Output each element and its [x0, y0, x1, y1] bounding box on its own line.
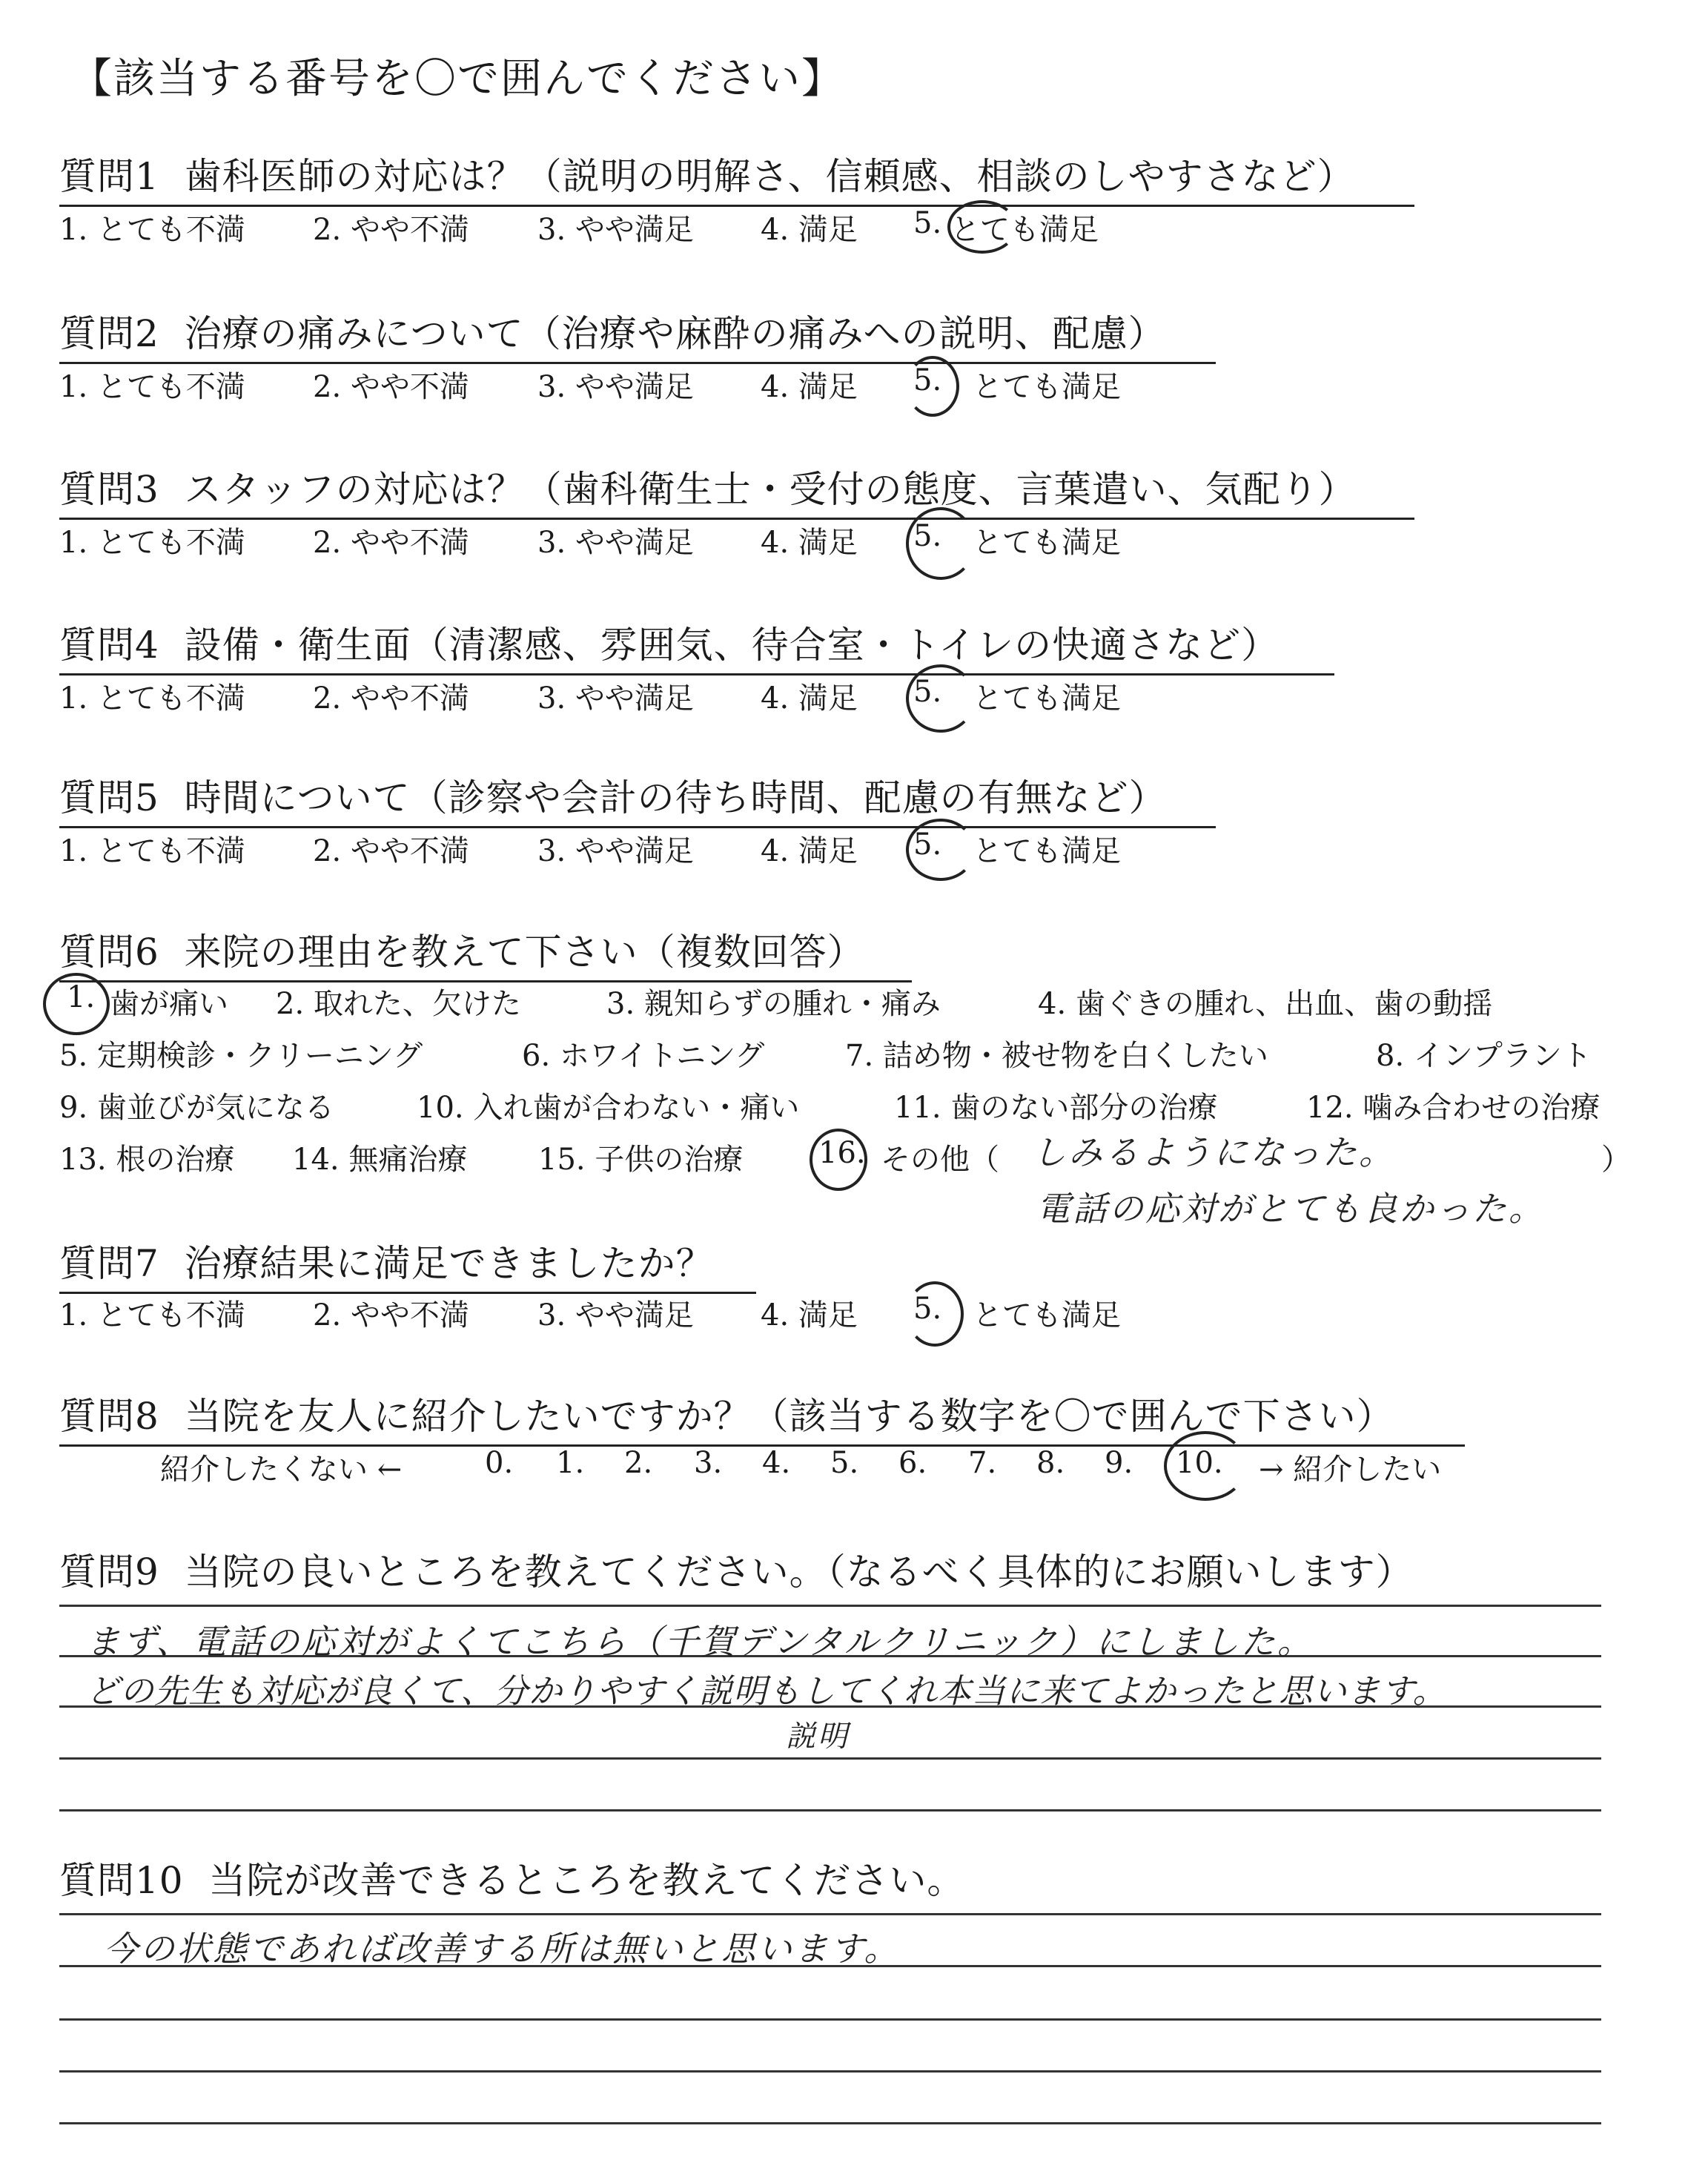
- question-1-heading: [59, 147, 1414, 207]
- option-5-label: とても満足: [973, 370, 1121, 404]
- option-1[interactable]: 1. とても不満: [59, 213, 245, 247]
- question-5-label: 質問5: [59, 776, 159, 819]
- option-1[interactable]: 1. とても不満: [59, 526, 245, 560]
- option-3[interactable]: 3. やや満足: [537, 834, 694, 868]
- reason-6[interactable]: 6. ホワイトニング: [522, 1039, 765, 1073]
- q9-answer-handwriting: まず、電話の応対がよくてこちら（千賀デンタルクリニック）にしました。: [86, 1622, 1314, 1662]
- option-1[interactable]: 1. とても不満: [59, 681, 245, 716]
- option-5[interactable]: 5.: [913, 828, 942, 862]
- question-8-text: 当院を友人に紹介したいですか？（該当する数字を〇で囲んで下さい）: [184, 1395, 1394, 1438]
- option-2[interactable]: 2. やや不満: [313, 526, 469, 560]
- question-3-label: 質問3: [59, 468, 159, 511]
- score-4[interactable]: 4.: [762, 1446, 791, 1480]
- question-10-text: 当院が改善できるところを教えてください。: [208, 1859, 965, 1902]
- question-7-text: 治療結果に満足できましたか？: [184, 1242, 714, 1285]
- reason-4[interactable]: 4. 歯ぐきの腫れ、出血、歯の動揺: [1038, 987, 1493, 1021]
- question-1-options: [59, 206, 1245, 251]
- option-5-label: とても満足: [973, 1298, 1121, 1332]
- scale-left-label: 紹介したくない ←: [160, 1453, 403, 1487]
- question-9-label: 質問9: [59, 1550, 159, 1593]
- question-10-heading: [59, 1851, 964, 1904]
- question-9-heading: [59, 1542, 1414, 1596]
- q10-answer-handwriting: 今の状態であれば改善する所は無いと思います。: [104, 1929, 901, 1969]
- option-5[interactable]: 5.: [913, 363, 942, 397]
- question-3-options: [59, 519, 1245, 564]
- option-2[interactable]: 2. やや不満: [313, 834, 469, 868]
- question-4-text: 設備・衛生面（清潔感、雰囲気、待合室・トイレの快適さなど）: [184, 624, 1280, 667]
- question-6-row-2: [59, 1032, 1653, 1077]
- option-3[interactable]: 3. やや満足: [537, 681, 694, 716]
- reason-1-number[interactable]: 1.: [67, 980, 96, 1014]
- option-4[interactable]: 4. 満足: [761, 213, 858, 247]
- question-4-label: 質問4: [59, 624, 159, 667]
- scale-right-label: → 紹介したい: [1259, 1453, 1442, 1487]
- question-9-text: 当院の良いところを教えてください。（なるべく具体的にお願いします）: [184, 1550, 1414, 1593]
- option-2[interactable]: 2. やや不満: [313, 213, 469, 247]
- other-reason-handwriting: 電話の応対がとても良かった。: [1036, 1189, 1545, 1229]
- reason-13[interactable]: 13. 根の治療: [59, 1143, 235, 1177]
- question-6-text: 来院の理由を教えて下さい（複数回答）: [184, 931, 865, 974]
- answer-line: [59, 2018, 1601, 2021]
- question-3-text: スタッフの対応は？（歯科衛生士・受付の態度、言葉遣い、気配り）: [184, 468, 1357, 511]
- option-2[interactable]: 2. やや不満: [313, 681, 469, 716]
- reason-8[interactable]: 8. インプラント: [1376, 1039, 1592, 1073]
- option-4[interactable]: 4. 満足: [761, 370, 858, 404]
- question-1-label: 質問1: [59, 155, 159, 198]
- q9-answer-handwriting: どの先生も対応が良くて、分かりやすく説明もしてくれ本当に来てよかったと思います。: [86, 1671, 1447, 1711]
- question-7-label: 質問7: [59, 1242, 159, 1285]
- option-5[interactable]: 5.: [913, 1292, 942, 1326]
- score-1[interactable]: 1.: [556, 1446, 585, 1480]
- option-3[interactable]: 3. やや満足: [537, 370, 694, 404]
- question-1-text: 歯科医師の対応は？（説明の明解さ、信頼感、相談のしやすさなど）: [184, 155, 1355, 198]
- question-2-text: 治療の痛みについて（治療や麻酔の痛みへの説明、配慮）: [184, 312, 1166, 355]
- question-5-heading: [59, 768, 1216, 828]
- answer-line: [59, 1757, 1601, 1760]
- score-6[interactable]: 6.: [898, 1446, 927, 1480]
- score-0[interactable]: 0.: [485, 1446, 514, 1480]
- option-5-label: とても満足: [973, 526, 1121, 560]
- answer-line: [59, 1913, 1601, 1915]
- question-8-heading: [59, 1387, 1465, 1447]
- reason-10[interactable]: 10. 入れ歯が合わない・痛い: [417, 1091, 800, 1125]
- question-7-options: [59, 1292, 1245, 1336]
- question-5-options: [59, 828, 1245, 872]
- question-6-label: 質問6: [59, 931, 159, 974]
- score-5[interactable]: 5.: [830, 1446, 859, 1480]
- question-2-heading: [59, 304, 1216, 364]
- question-4-options: [59, 675, 1245, 719]
- reason-12[interactable]: 12. 噛み合わせの治療: [1306, 1091, 1601, 1125]
- question-8-scale: [59, 1446, 1512, 1490]
- option-4[interactable]: 4. 満足: [761, 681, 858, 716]
- option-2[interactable]: 2. やや不満: [313, 370, 469, 404]
- reason-2[interactable]: 2. 取れた、欠けた: [276, 987, 521, 1021]
- question-6-row-3: [59, 1084, 1653, 1129]
- reason-15[interactable]: 15. 子供の治療: [538, 1143, 744, 1177]
- reason-5[interactable]: 5. 定期検診・クリーニング: [59, 1039, 423, 1073]
- question-2-options: [59, 363, 1245, 408]
- reason-16-close: ）: [1601, 1143, 1631, 1177]
- option-3[interactable]: 3. やや満足: [537, 213, 694, 247]
- answer-line: [59, 2122, 1601, 2124]
- option-1[interactable]: 1. とても不満: [59, 370, 245, 404]
- reason-9[interactable]: 9. 歯並びが気になる: [59, 1091, 334, 1125]
- question-7-heading: [59, 1234, 756, 1294]
- question-6-heading: [59, 922, 912, 982]
- option-3[interactable]: 3. やや満足: [537, 526, 694, 560]
- option-1[interactable]: 1. とても不満: [59, 834, 245, 868]
- question-6-row-1: [59, 980, 1653, 1025]
- answer-line: [59, 2070, 1601, 2073]
- option-5[interactable]: 5.: [913, 675, 942, 709]
- reason-14[interactable]: 14. 無痛治療: [292, 1143, 468, 1177]
- option-4[interactable]: 4. 満足: [761, 1298, 858, 1332]
- score-10[interactable]: 10.: [1176, 1446, 1223, 1480]
- question-3-heading: [59, 460, 1414, 520]
- option-4[interactable]: 4. 満足: [761, 526, 858, 560]
- question-8-label: 質問8: [59, 1395, 159, 1438]
- q9-answer-handwriting: 説明: [786, 1720, 850, 1754]
- option-1[interactable]: 1. とても不満: [59, 1298, 245, 1332]
- question-4-heading: [59, 615, 1334, 676]
- option-5[interactable]: 5.: [913, 519, 942, 553]
- answer-line: [59, 1809, 1601, 1811]
- score-7[interactable]: 7.: [968, 1446, 997, 1480]
- option-2[interactable]: 2. やや不満: [313, 1298, 469, 1332]
- option-5-label: とても満足: [973, 834, 1121, 868]
- reason-11[interactable]: 11. 歯のない部分の治療: [894, 1091, 1218, 1125]
- question-10-label: 質問10: [59, 1859, 184, 1902]
- score-8[interactable]: 8.: [1036, 1446, 1065, 1480]
- option-3[interactable]: 3. やや満足: [537, 1298, 694, 1332]
- reason-16-label[interactable]: その他（: [881, 1143, 999, 1177]
- score-9[interactable]: 9.: [1105, 1446, 1133, 1480]
- reason-7[interactable]: 7. 詰め物・被せ物を白くしたい: [845, 1039, 1268, 1073]
- other-reason-handwriting: しみるようになった。: [1032, 1132, 1395, 1172]
- reason-3[interactable]: 3. 親知らずの腫れ・痛み: [606, 987, 941, 1021]
- option-5-label: とても満足: [950, 213, 1099, 247]
- score-3[interactable]: 3.: [694, 1446, 723, 1480]
- option-4[interactable]: 4. 満足: [761, 834, 858, 868]
- answer-line: [59, 1605, 1601, 1607]
- reason-1-label[interactable]: 歯が痛い: [110, 987, 228, 1021]
- question-2-label: 質問2: [59, 312, 159, 355]
- option-5-label: とても満足: [973, 681, 1121, 716]
- reason-16-number[interactable]: 16.: [818, 1136, 866, 1170]
- page-title: 【該当する番号を〇で囲んでください】: [70, 55, 844, 103]
- question-6-row-4: [59, 1136, 1653, 1180]
- option-5[interactable]: 5.: [913, 206, 942, 240]
- question-5-text: 時間について（診察や会計の待ち時間、配慮の有無など）: [184, 776, 1167, 819]
- score-2[interactable]: 2.: [624, 1446, 653, 1480]
